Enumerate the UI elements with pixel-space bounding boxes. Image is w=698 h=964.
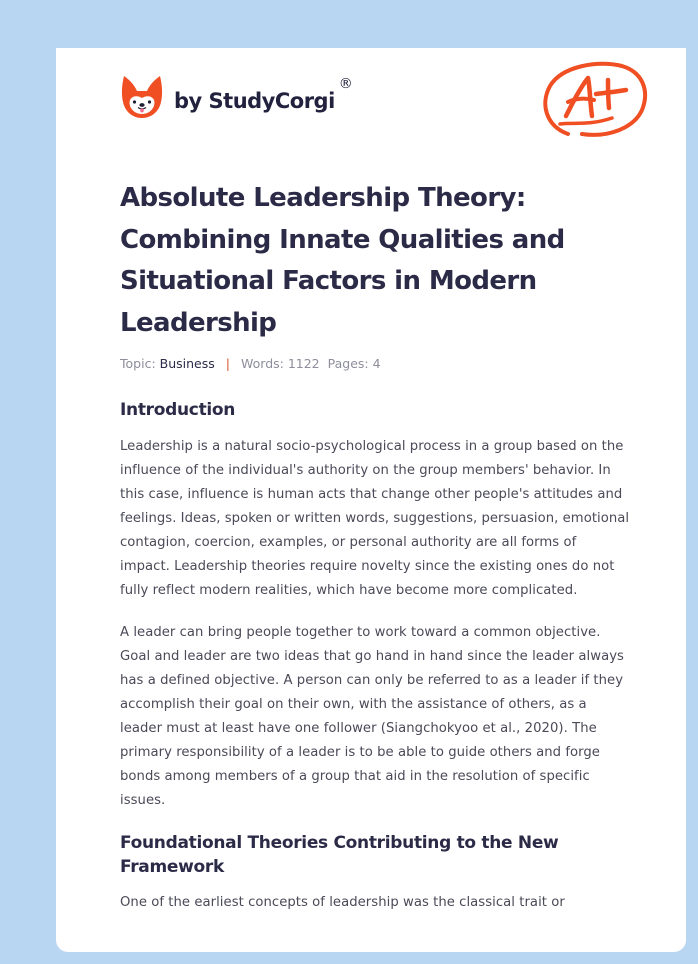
essay-card [56,48,686,952]
meta-separator: | [225,355,230,371]
essay-meta [120,353,630,373]
brand-name: by StudyCorgi [174,89,335,113]
word-count: Words: 1122 [241,355,320,371]
essay-content [120,178,630,915]
paragraph: One of the earliest concepts of leadership was the classical trait or [120,895,565,910]
topic-label: Topic: [120,355,156,371]
topic-link[interactable]: Business [159,355,215,371]
a-plus-grade-icon [538,58,650,142]
page-count: Pages: 4 [327,355,381,371]
essay-title: Absolute Leadership Theory: Combining Innate Qualities and Situational Factors in Modern Leadership [120,183,565,338]
registered-mark: ® [338,76,353,92]
corgi-icon [120,74,164,120]
paragraph: Leadership is a natural socio-psychological process in a group based on the influence of the individual's authority on the group members' behavior. In this case, influence is human acts that change other people's attitudes and feelings. Ideas, spoken or written words, suggestions, persuasion, emotional contagion, coercion, examples, or personal authority are all forms of impact. Leadership theories require novelty since the existing ones do not fully reflect modern realities, which have become more complicated. [120,439,630,598]
page-header [56,48,686,158]
section-heading-introduction: Introduction [120,400,236,420]
section-heading-foundational-theories: Foundational Theories Contributing to the New Framework [120,833,559,877]
studycorgi-logo[interactable] [120,74,353,120]
paragraph: A leader can bring people together to work toward a common objective. Goal and leader are two ideas that go hand in hand since the leader always has a defined objective. A person can only be referred to as a leader if they accomplish their goal on their own, with the assistance of others, as a leader must at least have one follower (Siangchokyoo et al., 2020). The primary responsibility of a leader is to be able to guide others and forge bonds among members of a group that aid in the resolution of specific issues. [120,625,624,808]
